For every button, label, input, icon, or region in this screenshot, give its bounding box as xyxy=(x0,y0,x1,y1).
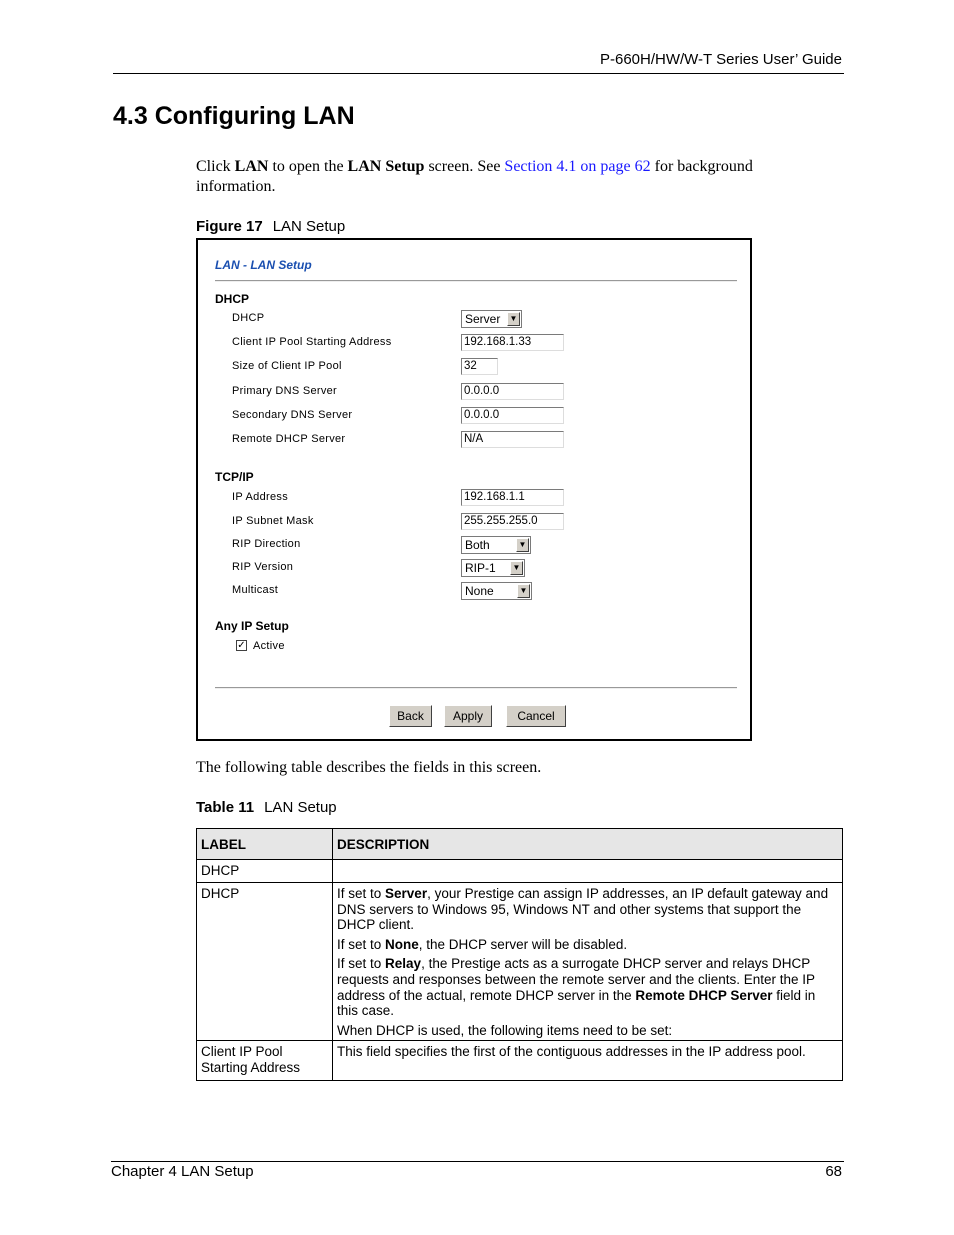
footer-rule xyxy=(111,1161,844,1162)
lan-setup-screenshot xyxy=(196,238,752,741)
row-label-line: Starting Address xyxy=(201,1059,301,1075)
intro-bold-lan-setup: LAN Setup xyxy=(347,158,425,175)
secondary-dns-label: Secondary DNS Server xyxy=(232,409,353,421)
pool-size-label: Size of Client IP Pool xyxy=(232,360,342,372)
table-row xyxy=(197,883,843,1041)
secondary-dns-input[interactable]: 0.0.0.0 xyxy=(461,407,564,424)
rip-direction-select[interactable] xyxy=(461,536,531,554)
desc-bold: Relay xyxy=(385,956,422,972)
ip-address-input[interactable]: 192.168.1.1 xyxy=(461,489,564,506)
intro-text: for background information. xyxy=(196,158,753,195)
multicast-label: Multicast xyxy=(232,584,279,596)
desc-bold: None xyxy=(385,936,419,952)
rip-direction-label: RIP Direction xyxy=(232,538,301,550)
field-description-table xyxy=(196,828,843,1081)
description-column-header: DESCRIPTION xyxy=(333,829,843,860)
intro-bold-lan: LAN xyxy=(234,158,269,175)
dropdown-arrow-icon: ▼ xyxy=(516,538,529,552)
description-paragraph xyxy=(337,937,838,953)
row-label xyxy=(197,1041,333,1081)
desc-text: If set to xyxy=(337,886,386,901)
button-bar-rule xyxy=(215,687,737,689)
dropdown-arrow-icon: ▼ xyxy=(510,561,523,575)
row-description xyxy=(333,883,843,1041)
rip-version-label: RIP Version xyxy=(232,561,294,573)
apply-button[interactable]: Apply xyxy=(444,705,492,727)
desc-bold: Remote DHCP Server xyxy=(635,987,773,1003)
row-label: DHCP xyxy=(197,883,333,1041)
checkmark-icon: ✓ xyxy=(237,640,246,651)
table-title: LAN Setup xyxy=(264,799,337,816)
desc-text: If set to xyxy=(337,956,386,972)
figure-number: Figure 17 xyxy=(196,218,263,235)
desc-text: , your Prestige can assign IP addresses, an IP default gateway and DNS servers to Windows 95, Windows NT and other systems that support the DHCP client. xyxy=(337,886,829,933)
intro-text: screen. See xyxy=(424,158,505,175)
active-label: Active xyxy=(253,640,285,652)
remote-dhcp-label: Remote DHCP Server xyxy=(232,433,346,445)
dropdown-arrow-icon: ▼ xyxy=(517,584,530,598)
description-paragraph xyxy=(337,886,838,933)
row-description xyxy=(333,860,843,883)
screen-title: LAN - LAN Setup xyxy=(215,258,312,272)
intro-text: Click xyxy=(196,158,235,175)
remote-dhcp-input[interactable]: N/A xyxy=(461,431,564,448)
table-intro-paragraph: The following table describes the fields in this screen. xyxy=(196,759,542,776)
screen-title-rule xyxy=(215,280,737,282)
desc-text: If set to xyxy=(337,936,386,952)
table-header-row xyxy=(197,829,843,860)
page-number: 68 xyxy=(825,1163,842,1180)
figure-caption xyxy=(196,218,345,235)
row-description: This field specifies the first of the contiguous addresses in the IP address pool. xyxy=(333,1041,843,1081)
pool-size-input[interactable]: 32 xyxy=(461,358,498,375)
table-caption xyxy=(196,799,337,816)
rip-version-select[interactable] xyxy=(461,559,525,577)
label-column-header: LABEL xyxy=(197,829,333,860)
desc-text: , the Prestige acts as a surrogate DHCP server and relays DHCP requests and responses between the remote server and the clients. Enter the IP address of the actual, remote DHCP server in the xyxy=(337,956,815,1003)
table-row xyxy=(197,860,843,883)
dhcp-label: DHCP xyxy=(232,312,265,324)
table-number: Table 11 xyxy=(196,799,255,816)
description-paragraph xyxy=(337,956,838,1018)
intro-text: to open the xyxy=(268,158,348,175)
desc-bold: Server xyxy=(385,886,428,901)
multicast-value: None xyxy=(465,584,494,598)
client-ip-pool-label: Client IP Pool Starting Address xyxy=(232,336,392,348)
table-row xyxy=(197,1041,843,1081)
client-ip-pool-input[interactable]: 192.168.1.33 xyxy=(461,334,564,351)
dhcp-select[interactable] xyxy=(461,310,522,328)
subnet-mask-input[interactable]: 255.255.255.0 xyxy=(461,513,564,530)
ip-address-label: IP Address xyxy=(232,491,288,503)
intro-paragraph xyxy=(196,157,836,197)
figure-title: LAN Setup xyxy=(272,218,346,235)
desc-text: field in this case. xyxy=(337,987,816,1019)
description-paragraph: When DHCP is used, the following items need to be set: xyxy=(337,1022,673,1038)
tcpip-group-label: TCP/IP xyxy=(215,470,254,484)
cancel-button[interactable]: Cancel xyxy=(506,705,566,727)
section-link[interactable]: Section 4.1 on page 62 xyxy=(504,158,651,175)
primary-dns-label: Primary DNS Server xyxy=(232,385,338,397)
dhcp-select-value: Server xyxy=(465,312,501,326)
running-header: P-660H/HW/W-T Series User’ Guide xyxy=(599,51,842,68)
subnet-mask-label: IP Subnet Mask xyxy=(232,515,314,527)
desc-text: , the DHCP server will be disabled. xyxy=(418,936,628,952)
rip-direction-value: Both xyxy=(465,538,490,552)
back-button[interactable]: Back xyxy=(389,705,432,727)
footer-chapter: Chapter 4 LAN Setup xyxy=(111,1163,254,1180)
active-checkbox[interactable] xyxy=(236,640,247,651)
section-title: 4.3 Configuring LAN xyxy=(113,102,355,130)
row-label: DHCP xyxy=(197,860,333,883)
header-rule xyxy=(113,73,844,74)
dropdown-arrow-icon: ▼ xyxy=(507,312,520,326)
primary-dns-input[interactable]: 0.0.0.0 xyxy=(461,383,564,400)
multicast-select[interactable] xyxy=(461,582,532,600)
row-label-line: Client IP Pool xyxy=(201,1044,283,1060)
rip-version-value: RIP-1 xyxy=(465,561,496,575)
any-ip-group-label: Any IP Setup xyxy=(215,619,289,633)
dhcp-group-label: DHCP xyxy=(215,292,250,306)
